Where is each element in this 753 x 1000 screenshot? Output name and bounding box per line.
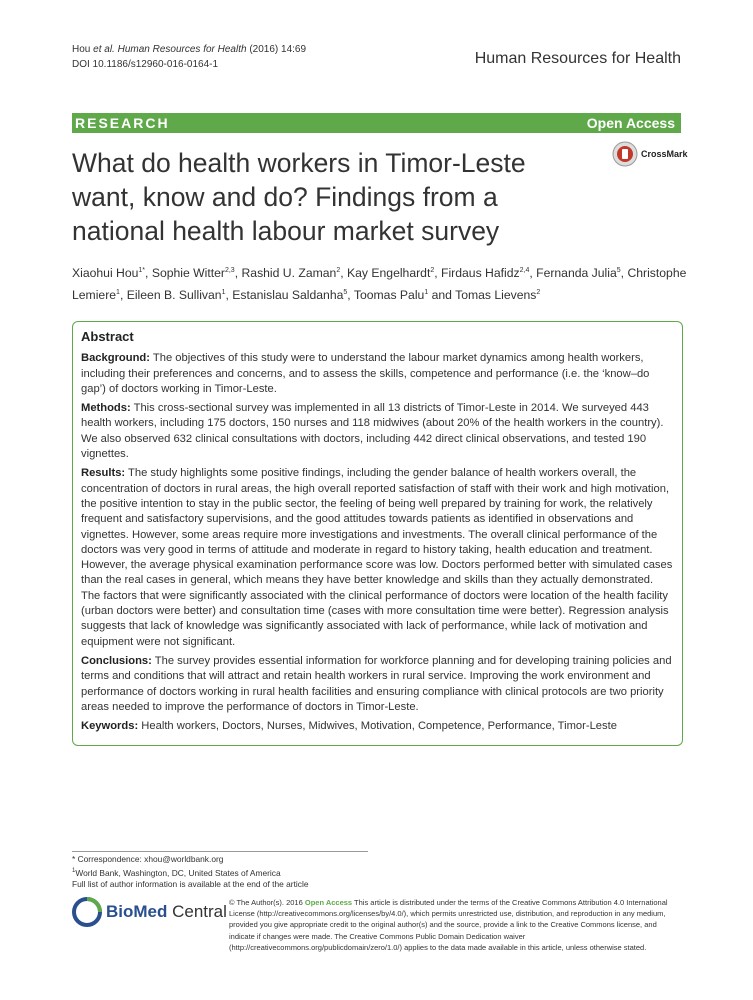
author: Toomas Palu$^1$ [353, 288, 429, 303]
publisher-name-rest: Central [167, 902, 227, 921]
author: Fernanda Julia$^5$ [536, 266, 621, 281]
citation-header [72, 42, 306, 72]
author: Sophie Witter$^{2,3}$ [151, 266, 235, 281]
article-title [72, 146, 592, 248]
author: Christophe Lemiere$^1$ [72, 266, 687, 303]
abstract-heading: Abstract [81, 329, 134, 344]
abstract-background: Background: The objectives of this study were to understand the labour market dynamics among health workers, including their preferences and concerns, and to assess the skills, competence and performance (i.e. the ‘know–do gap’) of doctors working in Timor-Leste. [81, 352, 650, 395]
journal-name: Human Resources for Health [474, 50, 681, 67]
title-line: national health labour market survey [72, 216, 500, 246]
doi[interactable]: DOI 10.1186/s12960-016-0164-1 [72, 59, 219, 70]
publisher-logo [72, 897, 227, 927]
citation-etal: et al. [93, 44, 115, 55]
author: Eileen B. Sullivan$^1$ [126, 288, 226, 303]
abstract-keywords: Keywords: Health workers, Doctors, Nurses, Midwives, Motivation, Competence, Performance, Timor-Leste [81, 720, 617, 733]
author: Tomas Lievens$^2$ [455, 288, 541, 303]
biomed-central-icon [72, 897, 102, 927]
footnote-divider [72, 851, 368, 852]
article-type-label: RESEARCH [75, 115, 170, 131]
abstract-box [72, 321, 683, 746]
correspondence: * Correspondence: xhou@worldbank.org [72, 854, 224, 864]
open-access-label: Open Access [586, 115, 675, 131]
full-author-info-note: Full list of author information is available at the end of the article [72, 878, 309, 889]
author: Rashid U. Zaman$^2$ [241, 266, 341, 281]
author: Kay Engelhardt$^2$ [347, 266, 435, 281]
publisher-name-bold: BioMed [106, 902, 168, 921]
citation-year: (2016) 14:69 [249, 44, 307, 55]
abstract-methods: Methods: This cross-sectional survey was implemented in all 13 districts of Timor-Leste in 2014. We surveyed 443 health workers, including 175 doctors, 150 nurses and 118 midwives (about 20% of the health workers in the country). We also observed 632 clinical consultations with doctors, including 442 direct clinical observations, and tested 190 vignettes. [81, 402, 664, 461]
abstract-conclusions: Conclusions: The survey provides essential information for workforce planning and for developing training policies and terms and conditions that will attract and retain health workers in rural service. Improving the work environment and performance of doctors working in rural health facilities and ensuring compliance with clinical protocols are two priority areas needed to improve the performance of doctors in Timor-Leste. [81, 654, 672, 713]
citation-authors: Hou [72, 44, 91, 55]
author-list: Xiaohui Hou$^{1*}$, Sophie Witter$^{2,3}$, Rashid U. Zaman$^2$, Kay Engelhardt$^2$, Firdaus Hafidz$^{2,4}$, Fernanda Julia$^5$, Christophe Lemiere$^1$, Eileen B. Sullivan$^1$, Estanislau Saldanha$^5$, Toomas Palu$^1$ and Tomas Lievens$^2$ [72, 266, 687, 303]
crossmark-badge[interactable] [612, 141, 688, 167]
author: Xiaohui Hou$^{1*}$ [72, 266, 146, 281]
citation-journal: Human Resources for Health [117, 44, 247, 55]
author: Firdaus Hafidz$^{2,4}$ [441, 266, 530, 281]
footnotes [72, 854, 309, 890]
title-line: want, know and do? Findings from a [72, 182, 498, 212]
crossmark-icon [612, 141, 638, 167]
abstract-results: Results: The study highlights some positive findings, including the gender balance of health workers overall, the concentration of doctors in rural areas, the high overall reported satisfaction of staff with their work and high motivation, the positive intention to stay in the public sector, the feeling of being well prepared by training for work, the relatively frequent and satisfactory supervisions, and the good attitudes towards patients as identified in observations and vignettes. However, some areas require more investigations and investments. The overall clinical performance of the doctors was very good in terms of attitude and moderate in regard to history taking, health education and treatment. However, the average physical examination performance score was low. Doctors performed better with simulated cases than the real cases in general, which means they have better knowledge and skills than they actually demonstrated. The factors that were significantly associated with the clinical performance of doctors were location of the health facility (urban doctors were better) and consultation time (cases with more consultation time were better). Regression analysis suggests that lack of knowledge was significantly associated with lack of performance, while lack of motivation and equipment were not significant. [81, 467, 673, 648]
affiliation: $^1$World Bank, Washington, DC, United States of America [72, 867, 281, 878]
title-line: What do health workers in Timor-Leste [72, 148, 526, 178]
author: Estanislau Saldanha$^5$ [232, 288, 348, 303]
section-banner [72, 113, 681, 133]
crossmark-label: CrossMark [641, 149, 688, 159]
license-text: © The Author(s). 2016 Open Access This article is distributed under the terms of the Creative Commons Attribution 4.0 International License (http://creativecommons.org/licenses/by/4.0/), which permits unrestricted use, distribution, and reproduction in any medium, provided you give appropriate credit to the original author(s) and the source, provide a link to the Creative Commons license, and indicate if changes were made. The Creative Commons Public Domain Dedication waiver (http://creativecommons.org/publicdomain/zero/1.0/) applies to the data made available in this article, unless otherwise stated. [229, 898, 668, 952]
